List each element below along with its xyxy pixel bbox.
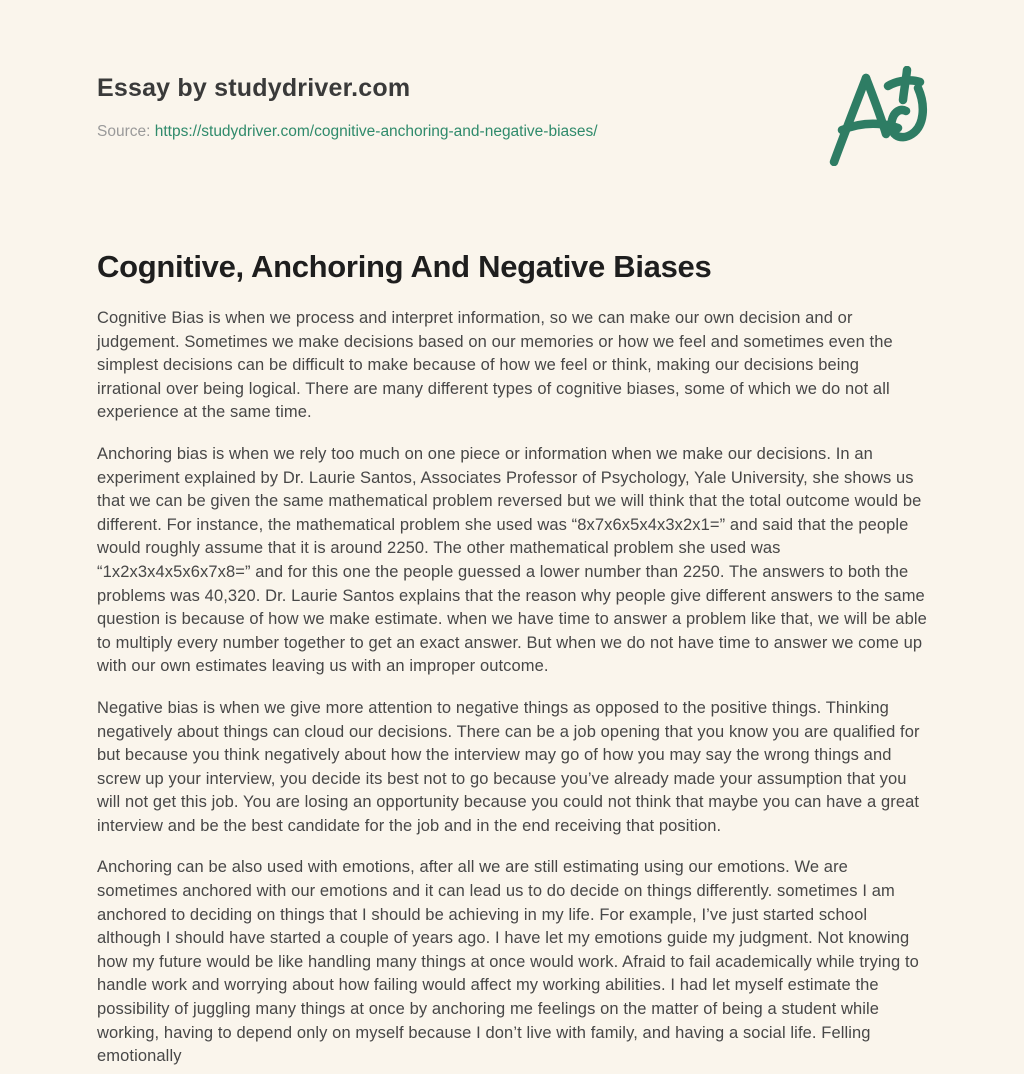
article-paragraph: Negative bias is when we give more attention to negative things as opposed to the positive things. Thinking negatively about things can cloud our decisions. There can be a job opening that you know you are qualified for but because you think negatively about how the interview may go of how you may say the wrong things and screw up your interview, you decide its best not to go because you’ve already made your assumption that you will not get this job. You are losing an opportunity because you could not think that maybe you can have a great interview and be the best candidate for the job and in the end receiving that position. bbox=[97, 698, 920, 835]
article-title: Cognitive, Anchoring And Negative Biases bbox=[97, 249, 712, 284]
content-column bbox=[97, 0, 927, 1074]
page-header bbox=[97, 72, 927, 142]
article-paragraph: Cognitive Bias is when we process and interpret information, so we can make our own decision and or judgement. Sometimes we make decisions based on our memories or how we feel and sometimes even the simplest decisions can be difficult to make because of how we feel or think, making our decisions being irrational over being logical. There are many different types of cognitive biases, some of which we do not all experience at the same time. bbox=[97, 309, 893, 422]
essay-by-heading: Essay by studydriver.com bbox=[97, 74, 411, 102]
article-paragraph: Anchoring can be also used with emotions, after all we are still estimating using our emotions. We are sometimes anchored with our emotions and it can lead us to do decide on things differently. sometimes I am anchored to deciding on things that I should be achieving in my life. For example, I’ve just started school although I should have started a couple of years ago. I have let my emotions guide my judgment. Not knowing how my future would be like handling many things at once would work. Afraid to fail academically while trying to handle work and worrying about how failing would affect my working abilities. I had let myself estimate the possibility of juggling many things at once by anchoring me feelings on the matter of being a student while working, having to depend only on myself because I don’t live with family, and having a social life. Felling emotionally bbox=[97, 858, 919, 1066]
source-link[interactable]: https://studydriver.com/cognitive-anchoring-and-negative-biases/ bbox=[154, 123, 598, 140]
article-body bbox=[97, 307, 927, 1069]
source-row bbox=[97, 122, 927, 142]
article-paragraph: Anchoring bias is when we rely too much on one piece or information when we make our decisions. In an experiment explained by Dr. Laurie Santos, Associates Professor of Psychology, Yale University, she shows us that we can be given the same mathematical problem reversed but we will think that the total outcome would be different. For instance, the mathematical problem she used was “8x7x6x5x4x3x2x1=” and said that the people would roughly assume that it is around 2250. The other mathematical problem she used was “1x2x3x4x5x6x7x8=” and for this one the people guessed a lower number than 2250. The answers to both the problems was 40,320. Dr. Laurie Santos explains that the reason why people give different answers to the same question is because of how we make estimate. when we have time to answer a problem like that, we will be able to multiply every number together to get an exact answer. But when we do not have time to answer we come up with our own estimates leaving us with an improper outcome. bbox=[97, 444, 927, 676]
source-label: Source: bbox=[97, 123, 151, 140]
